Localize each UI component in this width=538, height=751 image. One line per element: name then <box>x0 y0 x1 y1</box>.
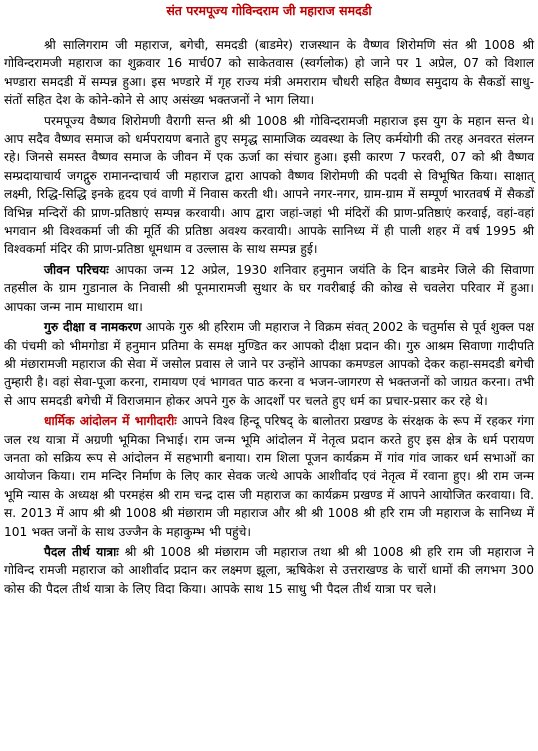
paragraph-text: आपने विश्व हिन्दू परिषद् के बालोतरा प्रखण्ड के संरक्षक के रूप में रहकर गंगा जल रथ यात्रा में अग्रणी भूमिका निभाई। राम जन्म भूमि आंदोलन में नेतृत्व प्रदान करते हुए इस क्षेत्र के धर्म परायण जनता को सक्रिय रूप से आंदोलन में सहभागी बनाया। राम शिला पूजन कार्यक्रम में गांव गांव जाकर धर्म सभाओं का आयोजन किया। राम मन्दिर निर्माण के लिए कार सेवक जत्थे आपके आशीर्वाद एवं नेतृत्व में रवाना हुए। श्री राम जन्म भूमि न्यास के अध्यक्ष श्री परमहंस श्री राम चन्द्र दास जी महाराज का कार्यक्रम प्रखण्ड में आपने आयोजित करवाया। वि. स. 2013 में आप श्री श्री 1008 श्री मंछाराम जी महाराज और श्री श्री 1008 श्री हरि राम जी महाराज के सानिध्य में 101 भक्त जनों के साथ उज्जैन के महाकुम्भ भी पहुंचे। <box>4 414 535 539</box>
paragraph-text: परमपूज्य वैष्णव शिरोमणी वैरागी सन्त श्री श्री 1008 श्री गोविन्दरामजी महाराज इस युग के महान सन्त थे। आप सदैव वैष्णव समाज को धर्मपरायण बनाते हुए समृद्ध सामाजिक व्यवस्था के लिए कर्मयोगी की तरह अनवरत संलग्न रहे। जिनसे समस्त वैष्णव समाज के जीवन में एक ऊर्जा का संचार हुआ। इसी कारण 7 फरवरी, 07 को श्री वैष्णव सम्प्रदायाचार्य जगद्गुरु रामानन्दाचार्य जी महाराज द्वारा आपको वैष्णव शिरोमणी की पदवी से विभूषित किया। साक्षात् लक्ष्मी, रिद्धि-सिद्धि इनके हृदय एवं वाणी में निवास करती थी। आपने नगर-नगर, ग्राम-ग्राम में सम्पूर्ण भारतवर्ष में सैकडों विभिन्न मन्दिरों की प्राण-प्रतिष्ठाएं सम्पन्न करवायी। आप द्वारा जहां-जहां भी मंदिरों की प्राण-प्रतिष्ठाएं करवाई, वहां-वहां भगवान श्री विश्वकर्मा जी की मूर्ति की प्रतिष्ठा अवश्य करवायी। आपके सानिध्य में ही पाली शहर में वर्ष 1995 श्री विश्वकर्मा मंदिर की प्राण-प्रतिष्ठा धूमधाम व उल्लास के साथ सम्पन्न हुई। <box>4 113 534 257</box>
section-heading-religious-movement: धार्मिक आंदोलन में भागीदारीः <box>44 414 177 429</box>
section-heading-life-introduction: जीवन परिचयः <box>44 262 109 277</box>
paragraph-biography-intro <box>4 112 534 259</box>
paragraph-text: श्री श्री 1008 श्री मंछाराम जी महाराज तथा श्री श्री 1008 श्री हरि राम जी महाराज ने गोविन्द रामजी महाराज को आशीर्वाद प्रदान कर लक्ष्मण झूला, ऋषिकेश से उत्तराखण्ड के चारों धामों की लगभग 300 कोस की पैदल तीर्थ यात्रा के लिए विदा किया। आपके साथ 15 साधु भी पैदल तीर्थ यात्रा पर चले। <box>4 544 534 596</box>
section-heading-guru-initiation: गुरु दीक्षा व नामकरण <box>44 320 142 335</box>
paragraph-funeral-feast <box>4 36 534 110</box>
paragraph-pilgrimage <box>4 543 534 598</box>
paragraph-life-introduction <box>4 261 534 316</box>
document-title: संत परमपूज्य गोविन्दराम जी महाराज समदडी <box>166 3 372 18</box>
paragraph-text: आपका जन्म 12 अप्रेल, 1930 शनिवार हनुमान जयंति के दिन बाडमेर जिले की सिवाणा तहसील के ग्राम गुडानाल के निवासी श्री पूनमारामजी सुथार के घर गवरीबाई की कोख से चवलेरा परिवार में हुआ। आपका जन्म नाम माधाराम था। <box>4 262 535 314</box>
paragraph-religious-movement <box>4 412 534 541</box>
paragraph-text: श्री सालिगराम जी महाराज, बगेची, समदडी (बाडमेर) राजस्थान के वैष्णव शिरोमणि संत श्री 1008 श्री गोविन्दरामजी महाराज का शुक्रवार 16 मार्च07 को साकेतवास (स्वर्गलोक) हो जाने पर 1 अप्रेल, 07 को विशाल भण्डारा समदडी में सम्पन्न हुआ। इस भण्डारे में गृह राज्य मंत्री अमराराम चौधरी सहित वैष्णव समुदाय के सैकडों साधु-संतों सहित देश के कोने-कोने से आए असंख्य भक्तजनों ने भाग लिया। <box>4 38 534 108</box>
paragraph-guru-initiation <box>4 318 534 410</box>
section-heading-pilgrimage: पैदल तीर्थ यात्राः <box>44 544 119 559</box>
paragraph-text: आपके गुरु श्री हरिराम जी महाराज ने विक्रम संवत् 2002 के चतुर्मास से पूर्व शुक्ल पक्ष की पंचमी को भीमगोडा में हनुमान प्रतिमा के समक्ष मुण्डित कर आपको दीक्षा प्रदान की। गुरु आश्रम सिवाणा गादीपति श्री मंछारामजी महाराज की सेवा में जसोल प्रवास ले जाने पर उन्होंने आपका कमण्डल आपको देकर कहा-समदडी बगेची तुम्हारी है। वहां सेवा-पूजा करना, रामायण एवं भागवत पाठ करना व भजन-जागरण से भक्तजनों को जाग्रत करना। तभी से आप समदडी बगेची में विराजमान होकर अपने गुरु के आदर्शों पर चलते हुए धर्म का प्रचार-प्रसार कर रहे थे। <box>4 320 534 408</box>
